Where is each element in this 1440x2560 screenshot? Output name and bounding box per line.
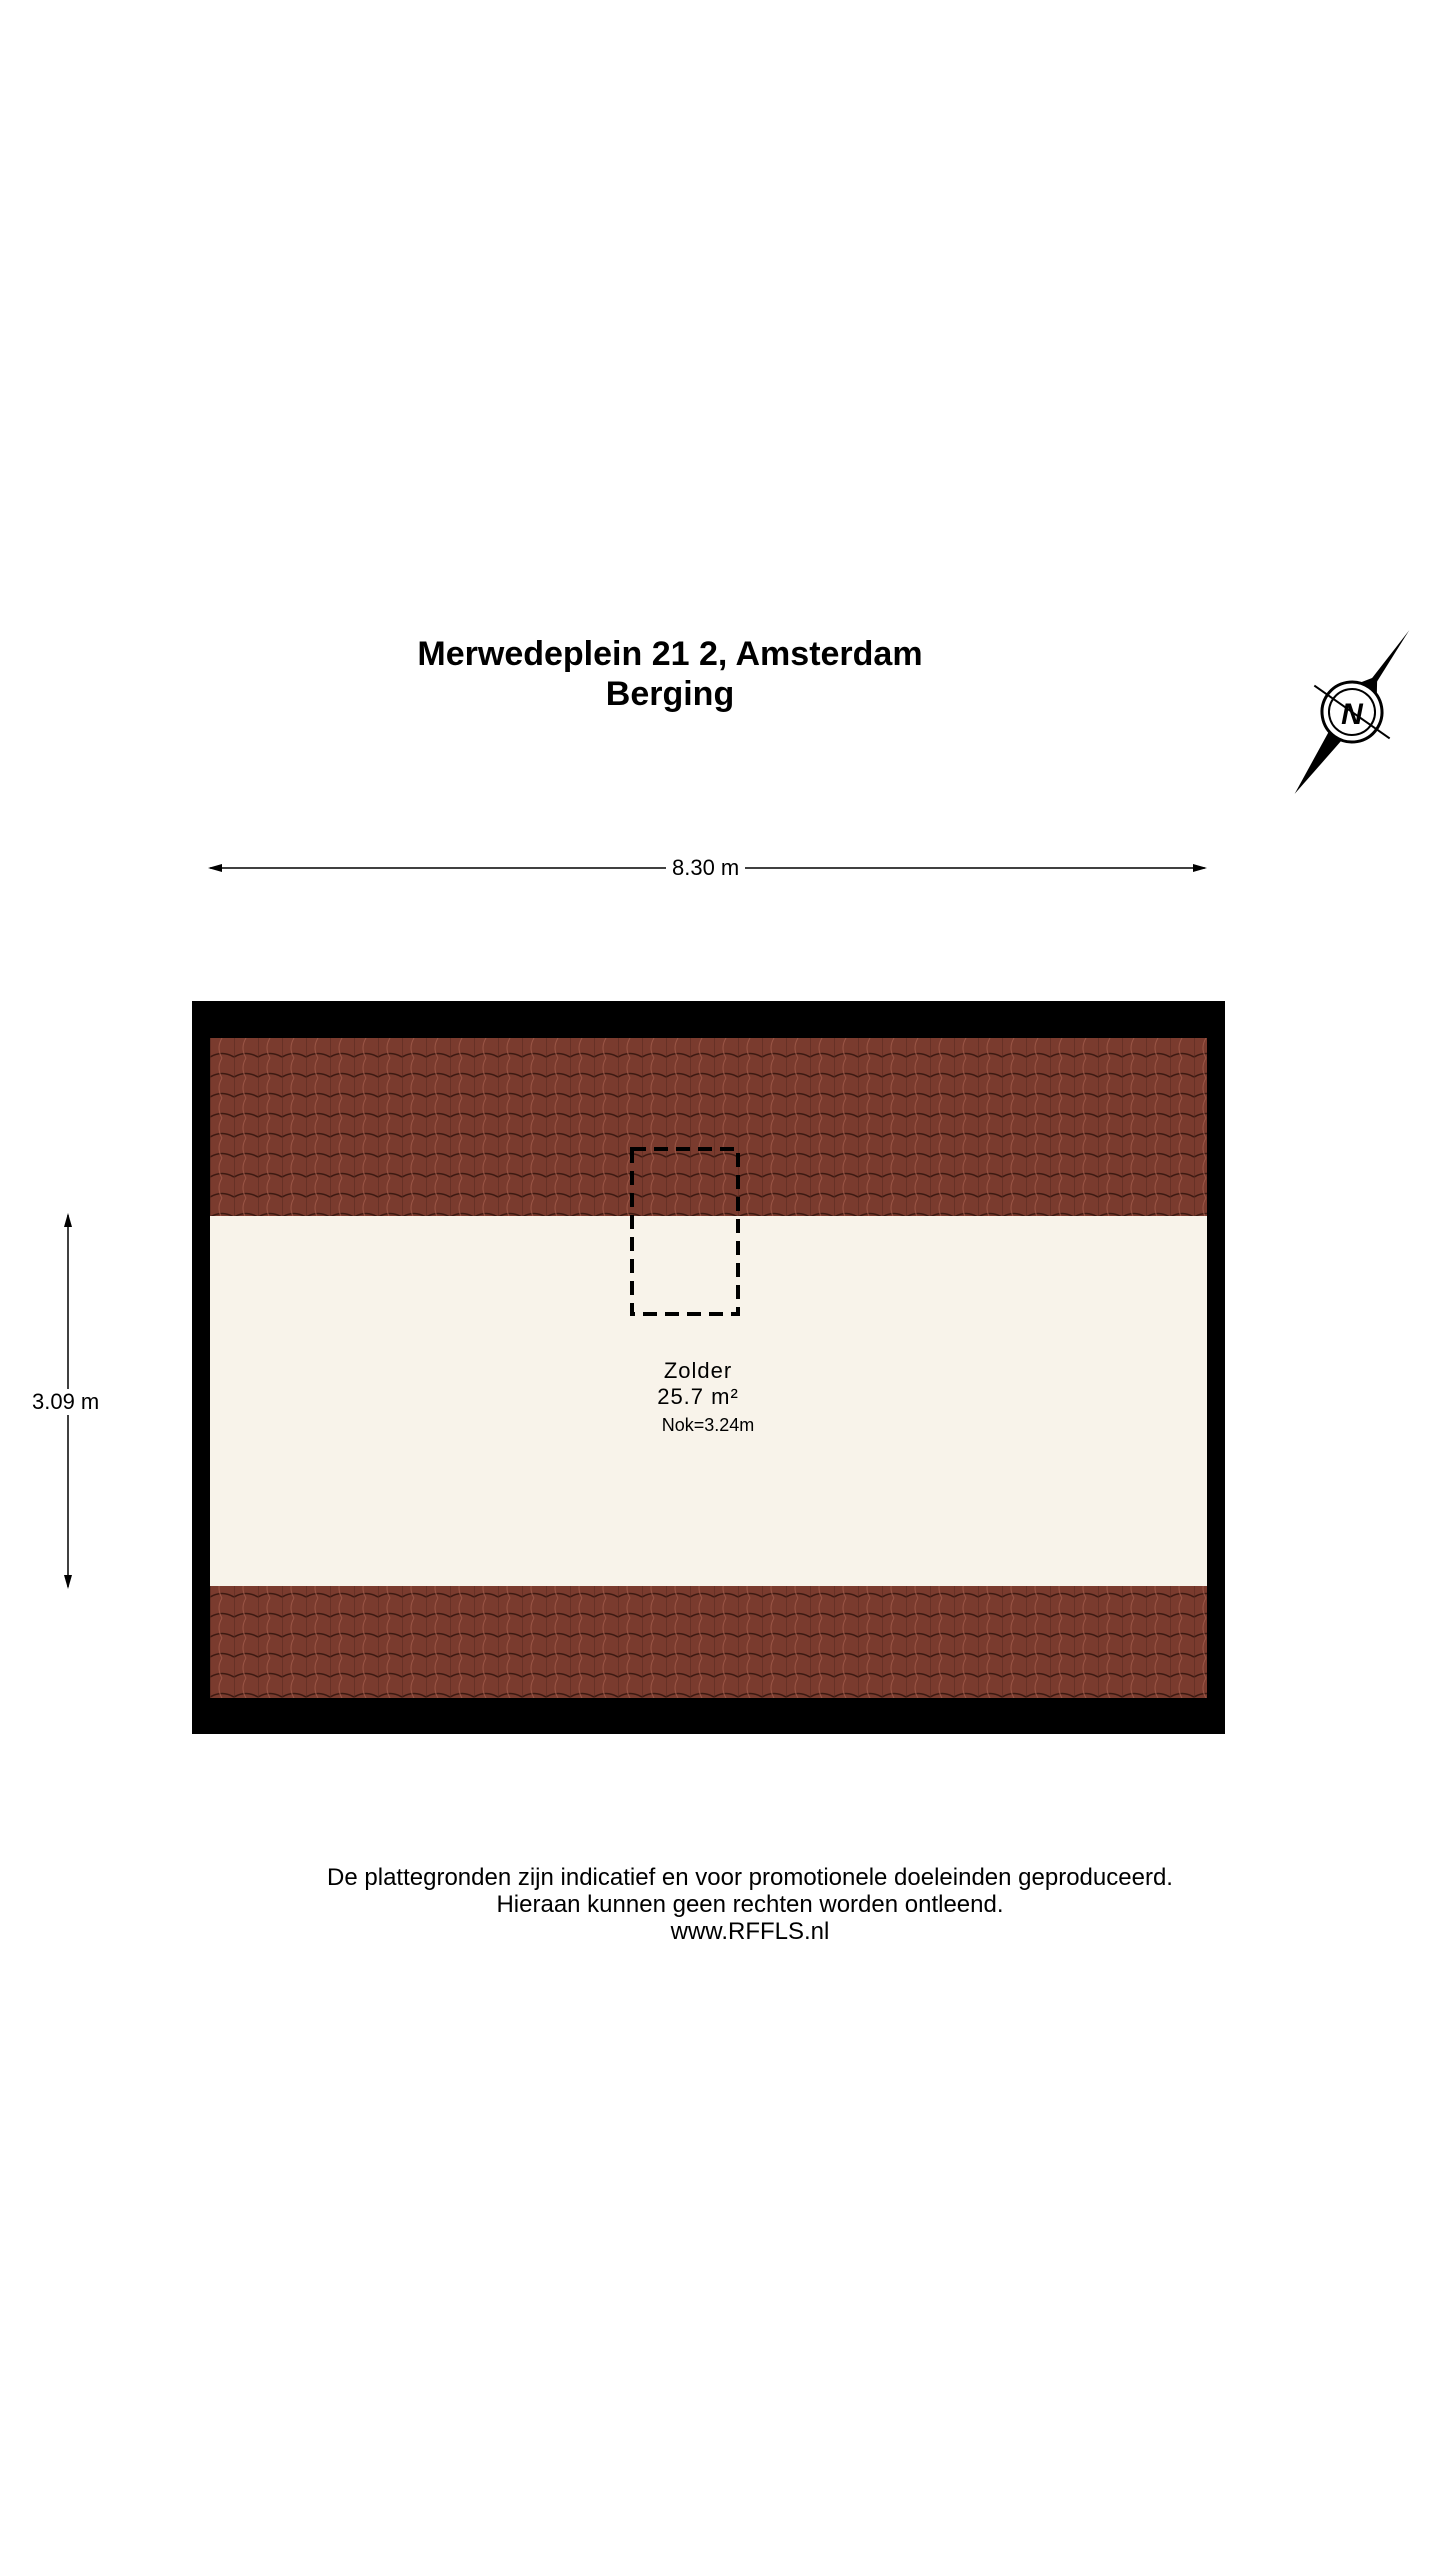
- disclaimer: [0, 1864, 1440, 1945]
- width-label: 8.30 m: [666, 855, 745, 881]
- roof-bottom: [210, 1586, 1207, 1698]
- room-label: [600, 1358, 796, 1410]
- height-label: 3.09 m: [26, 1389, 105, 1415]
- room-area: 25.7 m²: [657, 1384, 739, 1409]
- compass-n-label: N: [1341, 698, 1363, 731]
- disclaimer-website: www.RFFLS.nl: [670, 1918, 830, 1945]
- page-title: Merwedeplein 21 2, Amsterdam: [417, 635, 923, 673]
- room-name: Zolder: [663, 1358, 733, 1383]
- disclaimer-line-1: De plattegronden zijn indicatief en voor promotionele doeleinden geproduceerd.: [327, 1864, 1173, 1891]
- room-ridge-height: Nok=3.24m: [661, 1415, 755, 1435]
- disclaimer-line-2: Hieraan kunnen geen rechten worden ontleend.: [496, 1891, 1004, 1918]
- floor-name: Berging: [605, 675, 735, 713]
- roof-top: [210, 1038, 1207, 1216]
